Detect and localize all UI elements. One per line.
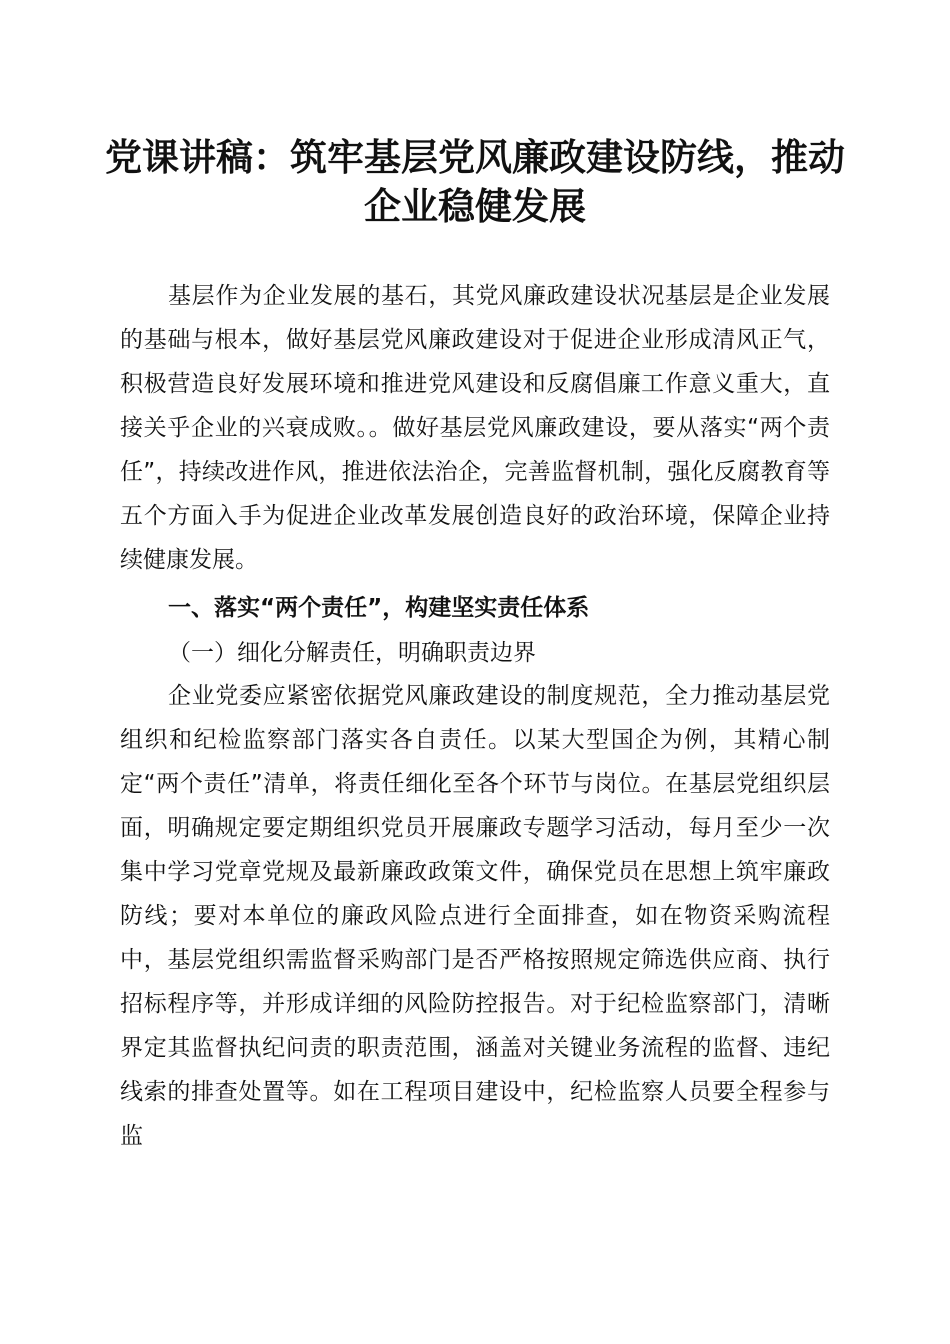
intro-paragraph: 基层作为企业发展的基石，其党风廉政建设状况基层是企业发展的基础与根本，做好基层党风廉政建设对于促进企业形成清风正气，积极营造良好发展环境和推进党风建设和反腐倡廉工作意义重大，直接关乎企业的兴衰成败。。做好基层党风廉政建设，要从落实“两个责任”，持续改进作风，推进依法治企，完善监督机制，强化反腐教育等五个方面入手为促进企业改革发展创造良好的政治环境，保障企业持续健康发展。 bbox=[120, 283, 830, 573]
subsection-1-paragraph: 企业党委应紧密依据党风廉政建设的制度规范，全力推动基层党组织和纪检监察部门落实各自责任。以某大型国企为例，其精心制定“两个责任”清单，将责任细化至各个环节与岗位。在基层党组织层面，明确规定要定期组织党员开展廉政专题学习活动，每月至少一次集中学习党章党规及最新廉政政策文件，确保党员在思想上筑牢廉政防线；要对本单位的廉政风险点进行全面排查，如在物资采购流程中，基层党组织需监督采购部门是否严格按照规定筛选供应商、执行招标程序等，并形成详细的风险防控报告。对于纪检监察部门，清晰界定其监督执纪问责的职责范围，涵盖对关键业务流程的监督、违纪线索的排查处置等。如在工程项目建设中，纪检监察人员要全程参与监 bbox=[120, 683, 830, 1149]
section-1-heading: 一、落实“两个责任”，构建坚实责任体系 bbox=[168, 595, 590, 621]
subsection-1-heading: （一）细化分解责任，明确职责边界 bbox=[168, 640, 536, 666]
document-title-line-1: 党课讲稿：筑牢基层党风廉政建设防线，推动 bbox=[105, 135, 845, 179]
document-title-line-2: 企业稳健发展 bbox=[364, 184, 586, 228]
